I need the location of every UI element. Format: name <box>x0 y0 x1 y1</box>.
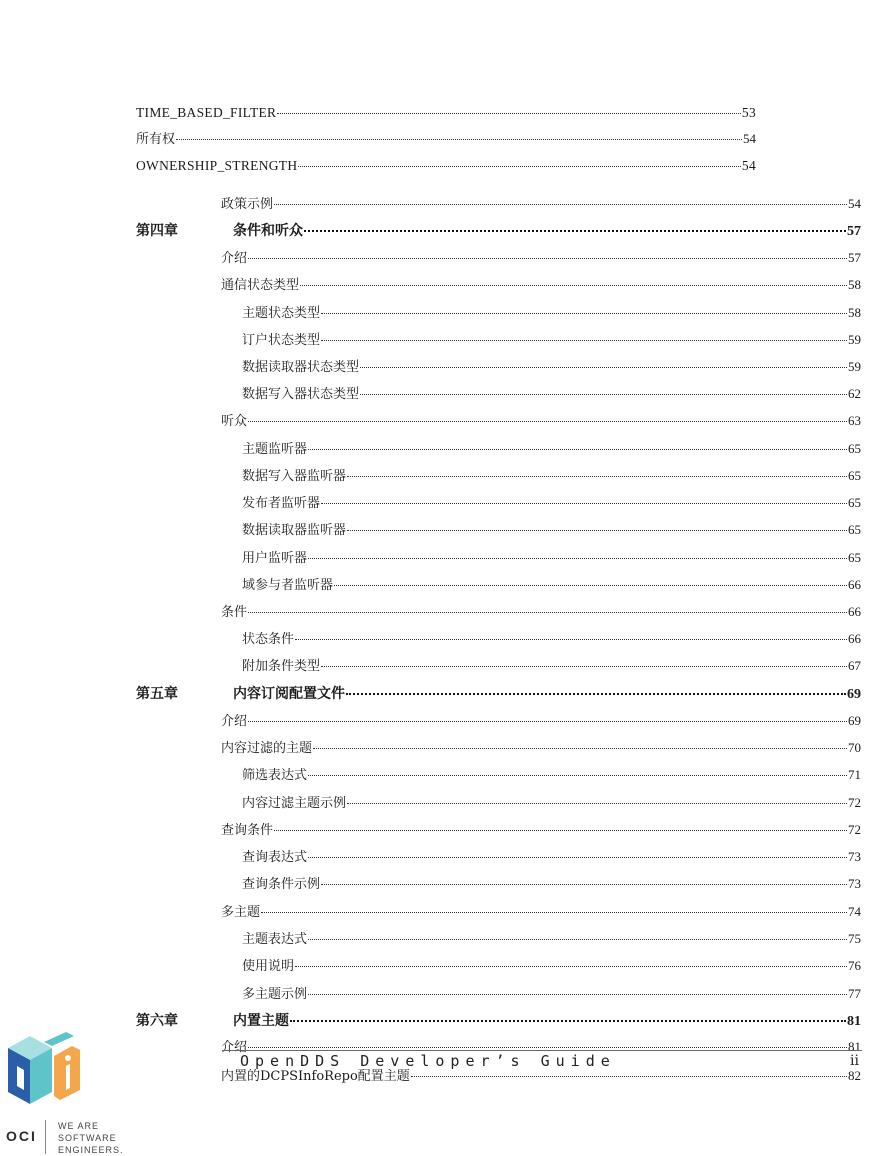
dot-leader <box>308 449 847 450</box>
toc-entry[interactable] <box>221 903 861 922</box>
toc-entry-label: 多主题示例 <box>242 987 308 1002</box>
toc-entry[interactable] <box>221 195 861 214</box>
toc-entry-page: 74 <box>848 904 861 919</box>
toc-entry-label: 数据写入器状态类型 <box>242 387 360 402</box>
dot-leader <box>308 939 847 940</box>
toc-chapter-entry[interactable] <box>233 685 861 704</box>
toc-entry-page: 54 <box>743 131 756 146</box>
toc-entry-label: OWNERSHIP_STRENGTH <box>136 158 298 173</box>
toc-entry-label: 主题表达式 <box>242 932 308 947</box>
toc-entry-label: 条件和听众 <box>233 223 303 239</box>
toc-entry-label: 内容过滤的主题 <box>221 741 313 756</box>
toc-entry-page: 57 <box>848 250 861 265</box>
toc-chapter-entry[interactable] <box>233 222 861 241</box>
dot-leader <box>304 230 846 232</box>
dot-leader <box>261 912 847 913</box>
toc-chapter-entry[interactable] <box>233 1012 861 1031</box>
toc-entry-label: 数据读取器监听器 <box>242 523 347 538</box>
dot-leader <box>321 666 847 667</box>
toc-entry-page: 66 <box>848 604 861 619</box>
toc-entry-label: 通信状态类型 <box>221 278 300 293</box>
chapter-number: 第六章 <box>136 1013 178 1029</box>
toc-entry-page: 67 <box>848 658 861 673</box>
toc-entry-label: TIME_BASED_FILTER <box>136 105 277 120</box>
toc-entry-page: 73 <box>848 849 861 864</box>
toc-entry-label: 内置的DCPSInfoRepo配置主题 <box>221 1069 410 1084</box>
toc-entry[interactable] <box>221 739 861 758</box>
toc-entry[interactable] <box>221 412 861 431</box>
toc-entry-page: 57 <box>847 224 861 239</box>
dot-leader <box>321 884 847 885</box>
dot-leader <box>321 313 847 314</box>
toc-entry-page: 81 <box>847 1014 861 1029</box>
logo-divider <box>45 1120 46 1154</box>
footer-page-number: ii <box>850 1053 859 1069</box>
toc-entry[interactable] <box>242 440 861 459</box>
toc-entry[interactable] <box>221 603 861 622</box>
toc-entry[interactable] <box>221 276 861 295</box>
toc-entry-page: 65 <box>848 441 861 456</box>
dot-leader <box>347 803 847 804</box>
toc-entry-label: 主题监听器 <box>242 442 308 457</box>
toc-entry[interactable] <box>242 385 861 404</box>
dot-leader <box>347 476 847 477</box>
dot-leader <box>248 612 847 613</box>
dot-leader <box>176 139 742 140</box>
toc-entry-label: 介绍 <box>221 251 248 266</box>
toc-entry-label: 域参与者监听器 <box>242 578 334 593</box>
toc-entry[interactable] <box>221 821 861 840</box>
dot-leader <box>277 113 741 114</box>
toc-entry-page: 65 <box>848 550 861 565</box>
footer-rule <box>222 1050 862 1051</box>
toc-entry-page: 58 <box>848 305 861 320</box>
toc-entry-label: 使用说明 <box>242 959 295 974</box>
toc-entry-page: 75 <box>848 931 861 946</box>
toc-entry-label: 介绍 <box>221 1040 248 1055</box>
logo-company: OCI <box>6 1128 37 1144</box>
toc-entry-page: 59 <box>848 359 861 374</box>
toc-entry[interactable] <box>242 766 861 785</box>
dot-leader <box>347 530 847 531</box>
toc-entry-label: 查询表达式 <box>242 850 308 865</box>
toc-entry-label: 订户状态类型 <box>242 333 321 348</box>
toc-entry-label: 内置主题 <box>233 1013 289 1029</box>
toc-entry-label: 用户监听器 <box>242 551 308 566</box>
chapter-number: 第五章 <box>136 686 178 702</box>
toc-entry-page: 71 <box>848 767 861 782</box>
toc-entry[interactable] <box>136 130 756 149</box>
toc-entry[interactable] <box>242 794 861 813</box>
toc-entry-page: 66 <box>848 631 861 646</box>
toc-entry-label: 内容订阅配置文件 <box>233 686 345 702</box>
toc-entry[interactable] <box>242 930 861 949</box>
dot-leader <box>360 394 847 395</box>
dot-leader <box>248 1047 847 1048</box>
toc-entry-page: 53 <box>741 105 756 120</box>
dot-leader <box>360 367 847 368</box>
toc-entry-label: 状态条件 <box>242 632 295 647</box>
toc-entry-label: 介绍 <box>221 714 248 729</box>
toc-entry-label: 查询条件 <box>221 823 274 838</box>
dot-leader <box>248 421 847 422</box>
toc-entry-label: 筛选表达式 <box>242 768 308 783</box>
dot-leader <box>248 258 847 259</box>
dot-leader <box>346 693 846 695</box>
chapter-number: 第四章 <box>136 223 178 239</box>
toc-entry-page: 76 <box>848 958 861 973</box>
toc-entry[interactable] <box>242 467 861 486</box>
toc-entry-label: 查询条件示例 <box>242 877 321 892</box>
logo-tagline-line: SOFTWARE <box>58 1133 117 1143</box>
toc-entry[interactable] <box>242 576 861 595</box>
toc-entry[interactable] <box>242 358 861 377</box>
dot-leader <box>321 503 847 504</box>
toc-entry-page: 66 <box>848 577 861 592</box>
toc-entry-page: 54 <box>848 196 861 211</box>
toc-entry-page: 59 <box>848 332 861 347</box>
footer-title: OpenDDS Developer’s Guide <box>240 1052 616 1070</box>
toc-entry[interactable] <box>242 630 861 649</box>
dot-leader <box>295 639 847 640</box>
logo-tagline <box>58 1120 124 1156</box>
toc-entry-page: 77 <box>848 986 861 1001</box>
dot-leader <box>295 966 847 967</box>
toc-entry-label: 附加条件类型 <box>242 659 321 674</box>
dot-leader <box>308 857 847 858</box>
toc-entry-page: 82 <box>848 1068 861 1083</box>
toc-entry[interactable] <box>242 304 861 323</box>
toc-entry[interactable] <box>242 875 861 894</box>
toc-entry-page: 81 <box>848 1039 861 1054</box>
toc-entry-page: 58 <box>848 277 861 292</box>
toc-entry[interactable] <box>242 549 861 568</box>
toc-entry-label: 多主题 <box>221 905 261 920</box>
toc-entry[interactable] <box>221 712 861 731</box>
dot-leader <box>411 1076 847 1077</box>
toc-entry-page: 65 <box>848 522 861 537</box>
logo-tagline-line: WE ARE <box>58 1121 100 1131</box>
logo-tagline-line: ENGINEERS. <box>58 1145 124 1155</box>
toc-entry-label: 数据读取器状态类型 <box>242 360 360 375</box>
toc-entry-label: 发布者监听器 <box>242 496 321 511</box>
dot-leader <box>290 1020 846 1022</box>
toc-entry-page: 72 <box>848 795 861 810</box>
toc-entry-page: 65 <box>848 495 861 510</box>
toc-entry[interactable] <box>242 957 861 976</box>
dot-leader <box>321 340 847 341</box>
toc-entry-page: 63 <box>848 413 861 428</box>
toc-entry-page: 73 <box>848 876 861 891</box>
dot-leader <box>274 830 847 831</box>
toc-entry-label: 政策示例 <box>221 197 274 212</box>
toc-entry[interactable] <box>221 249 861 268</box>
toc-entry-label: 数据写入器监听器 <box>242 469 347 484</box>
dot-leader <box>334 585 847 586</box>
toc-entry-page: 62 <box>848 386 861 401</box>
toc-entry-label: 主题状态类型 <box>242 306 321 321</box>
dot-leader <box>313 748 847 749</box>
dot-leader <box>300 285 847 286</box>
dot-leader <box>298 166 740 167</box>
dot-leader <box>248 721 847 722</box>
toc-entry[interactable] <box>242 848 861 867</box>
dot-leader <box>308 775 847 776</box>
dot-leader <box>274 204 847 205</box>
toc-entry-page: 70 <box>848 740 861 755</box>
toc-entry-label: 条件 <box>221 605 248 620</box>
dot-leader <box>308 558 847 559</box>
toc-entry-label: 听众 <box>221 414 248 429</box>
toc-entry[interactable] <box>242 331 861 350</box>
toc-entry[interactable] <box>242 494 861 513</box>
toc-entry[interactable] <box>242 521 861 540</box>
dot-leader <box>308 994 847 995</box>
toc-entry-label: 内容过滤主题示例 <box>242 796 347 811</box>
toc-entry-page: 69 <box>847 687 861 702</box>
toc-entry-page: 65 <box>848 468 861 483</box>
toc-entry[interactable] <box>136 157 756 175</box>
toc-entry-page: 72 <box>848 822 861 837</box>
toc-entry-page: 69 <box>848 713 861 728</box>
toc-entry-label: 所有权 <box>136 132 176 147</box>
toc-entry-page: 54 <box>741 158 756 173</box>
toc-entry[interactable] <box>242 985 861 1004</box>
toc-entry[interactable] <box>242 657 861 676</box>
toc-entry[interactable] <box>136 104 756 122</box>
